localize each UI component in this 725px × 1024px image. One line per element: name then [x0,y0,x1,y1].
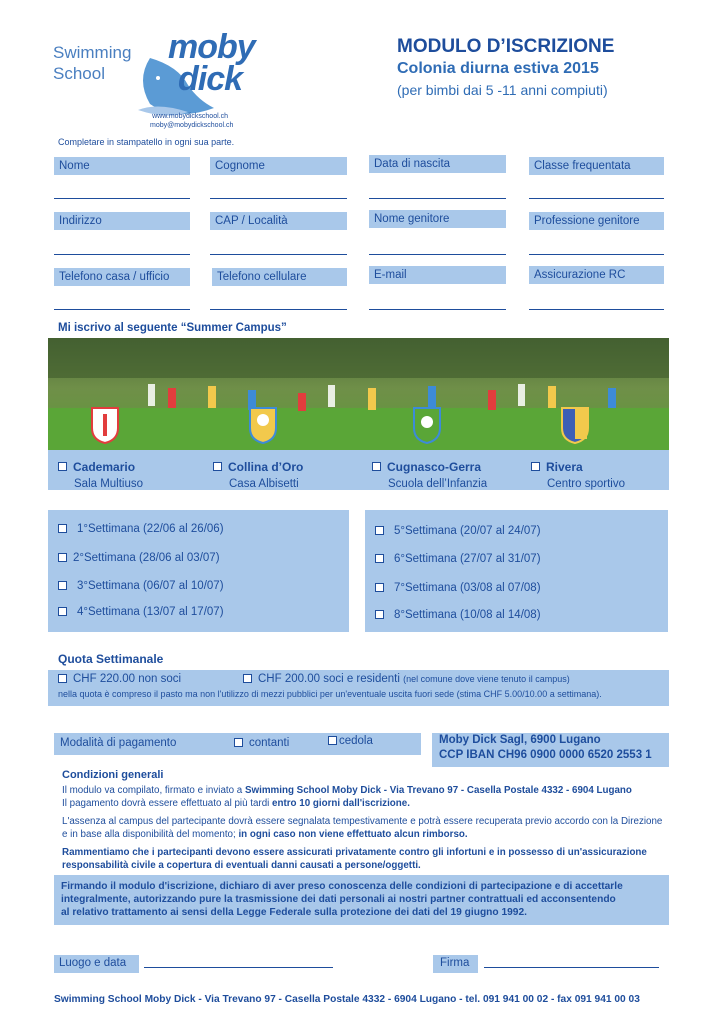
conditions-text: Rammentiamo che i partecipanti devono essere assicurati privatamente contro gli infortuni e in possesso di un'assicurazione [62,847,647,858]
field-label-nome-genitore: Nome genitore [369,210,506,228]
week-label: 3°Settimana (06/07 al 10/07) [77,580,224,592]
week-label: 2°Settimana (28/06 al 03/07) [73,552,220,564]
field-line-nome[interactable] [54,198,190,199]
checkbox[interactable] [375,554,384,563]
quota-option-non-soci[interactable] [58,673,181,685]
form-title: MODULO D’ISCRIZIONE [397,36,615,57]
conditions-p1 [62,784,632,810]
week-label: 4°Settimana (13/07 al 17/07) [77,606,224,618]
checkbox[interactable] [58,524,67,533]
location-collina-doro[interactable] [213,458,303,490]
place-date-label: Luogo e data [59,957,127,969]
week-7[interactable] [375,582,541,594]
field-label-classe: Classe frequentata [529,157,664,175]
declaration-line: Firmando il modulo d'iscrizione, dichiaro di aver preso conoscenza delle condizioni di partecipazione e di accettarle [61,881,623,892]
location-venue: Scuola dell’Infanzia [388,478,488,490]
field-label-nome: Nome [54,157,190,175]
payment-slip-label: cedola [339,735,373,747]
signature-label: Firma [440,957,470,969]
checkbox[interactable] [375,526,384,535]
field-line-cellulare[interactable] [210,309,347,310]
conditions-heading: Condizioni generali [62,769,164,781]
field-label-data-nascita: Data di nascita [369,155,506,173]
field-label-cap: CAP / Località [210,212,347,230]
field-line-email[interactable] [369,309,506,310]
field-label-telefono: Telefono casa / ufficio [54,268,190,286]
conditions-no-refund: in ogni caso non viene effettuato alcun rimborso. [238,829,468,840]
conditions-text: responsabilità civile a copertura di eventuali danni causati a persone/oggetti. [62,860,421,871]
cugnasco-gerra-crest-icon [412,406,442,444]
field-line-classe[interactable] [529,198,664,199]
field-label-assicurazione: Assicurazione RC [529,266,664,284]
field-label-cognome: Cognome [210,157,347,175]
location-venue: Centro sportivo [547,478,625,490]
week-8[interactable] [375,609,541,621]
conditions-text: Il modulo va compilato, firmato e inviato a [62,785,245,796]
footer-text: Swimming School Moby Dick - Via Trevano 97 - Casella Postale 4332 - 6904 Lugano - tel. 091 941 00 02 - fax 091 941 00 03 [54,994,640,1005]
location-venue: Sala Multiuso [74,478,144,490]
week-label: 7°Settimana (03/08 al 07/08) [394,582,541,594]
logo-text-dick: dick [178,60,243,98]
checkbox[interactable] [531,462,540,471]
form-subtitle: Colonia diurna estiva 2015 [397,60,599,77]
field-line-indirizzo[interactable] [54,254,190,255]
field-line-cap[interactable] [210,254,347,255]
logo-text-moby: moby [168,28,255,66]
location-venue: Casa Albisetti [229,478,299,490]
quota-option-label: CHF 220.00 non soci [73,673,182,685]
checkbox[interactable] [375,583,384,592]
week-6[interactable] [375,553,541,565]
checkbox[interactable] [372,462,381,471]
form-age-range: (per bimbi dai 5 -11 anni compiuti) [397,82,608,98]
location-name: Cugnasco-Gerra [387,460,482,474]
campus-heading: Mi iscrivo al seguente “Summer Campus” [58,322,287,334]
quota-option-note: (nel comune dove viene tenuto il campus) [403,674,570,684]
conditions-text: Il pagamento dovrà essere effettuato al più tardi [62,798,273,809]
week-1[interactable] [58,523,224,535]
location-name: Collina d’Oro [228,460,304,474]
conditions-p2 [62,815,662,841]
rivera-crest-icon [560,406,590,444]
email-text: moby@mobydickschool.ch [150,122,234,129]
location-cademario[interactable] [58,458,143,490]
payment-cash-label: contanti [249,737,290,749]
week-2[interactable] [58,552,220,564]
place-date-line[interactable] [144,967,333,968]
declaration-text [61,880,623,919]
quota-heading: Quota Settimanale [58,652,164,666]
school-name [53,42,131,84]
conditions-address: Swimming School Moby Dick - Via Trevano 97 - Casella Postale 4332 - 6904 Lugano [244,785,632,796]
checkbox[interactable] [58,674,67,683]
field-line-cognome[interactable] [210,198,347,199]
field-line-data-nascita[interactable] [369,198,506,199]
week-5[interactable] [375,525,541,537]
conditions-p3 [62,846,647,872]
conditions-text: e in base alla disponibilità del momento; [62,829,239,840]
location-cugnasco-gerra[interactable] [372,458,487,490]
checkbox[interactable] [58,462,67,471]
week-4[interactable] [58,606,224,618]
declaration-line: al relativo trattamento ai sensi della Legge Federale sulla protezione dei dati del 19 giugno 1992. [61,907,527,918]
checkbox[interactable] [58,553,67,562]
field-line-nome-genitore[interactable] [369,254,506,255]
payment-slip[interactable] [328,735,373,747]
checkbox[interactable] [213,462,222,471]
cademario-crest-icon [90,406,120,444]
week-label: 6°Settimana (27/07 al 31/07) [394,553,541,565]
logo [128,28,255,120]
declaration-line: integralmente, autorizzando pure la trasmissione dei dati personali ai nostri partner contrattuali ed acconsentendo [61,894,616,905]
field-label-professione: Professione genitore [529,212,664,230]
conditions-deadline: entro 10 giorni dall'iscrizione. [272,798,410,809]
payment-cash[interactable] [234,737,289,749]
field-label-indirizzo: Indirizzo [54,212,190,230]
field-line-assicurazione[interactable] [529,309,664,310]
logo-contacts [150,112,234,130]
quota-option-soci[interactable] [243,673,570,685]
checkbox[interactable] [58,607,67,616]
checkbox[interactable] [58,581,67,590]
quota-option-label: CHF 200.00 soci e residenti [258,673,400,685]
school-name-line2: School [53,64,105,83]
bank-line1: Moby Dick Sagl, 6900 Lugano [439,734,601,746]
bank-line2: CCP IBAN CH96 0900 0000 6520 2553 1 [439,749,652,761]
campus-photo [48,338,669,450]
school-name-line1: Swimming [53,43,132,62]
instructions: Completare in stampatello in ogni sua parte. [58,137,235,147]
week-3[interactable] [58,580,224,592]
signature-line[interactable] [484,967,659,968]
field-line-professione[interactable] [529,254,664,255]
checkbox[interactable] [375,610,384,619]
checkbox[interactable] [234,738,243,747]
location-name: Rivera [546,460,583,474]
field-label-email: E-mail [369,266,506,284]
location-rivera[interactable] [531,458,625,490]
collina-doro-crest-icon [248,406,278,444]
week-label: 1°Settimana (22/06 al 26/06) [77,523,224,535]
field-label-cellulare: Telefono cellulare [212,268,347,286]
week-label: 5°Settimana (20/07 al 24/07) [394,525,541,537]
website-text: www.mobydickschool.ch [152,113,228,120]
week-label: 8°Settimana (10/08 al 14/08) [394,609,541,621]
conditions-text: L'assenza al campus del partecipante dovrà essere segnalata tempestivamente e potrà essere recuperata previo accordo con la Direzione [62,816,663,827]
field-line-telefono[interactable] [54,309,190,310]
quota-note: nella quota è compreso il pasto ma non l'utilizzo di mezzi pubblici per un'eventuale uscita fuori sede (stima CHF 5.00/10.00 a settimana). [58,689,602,699]
location-name: Cademario [73,460,136,474]
payment-label: Modalità di pagamento [60,737,177,749]
checkbox[interactable] [328,736,337,745]
checkbox[interactable] [243,674,252,683]
